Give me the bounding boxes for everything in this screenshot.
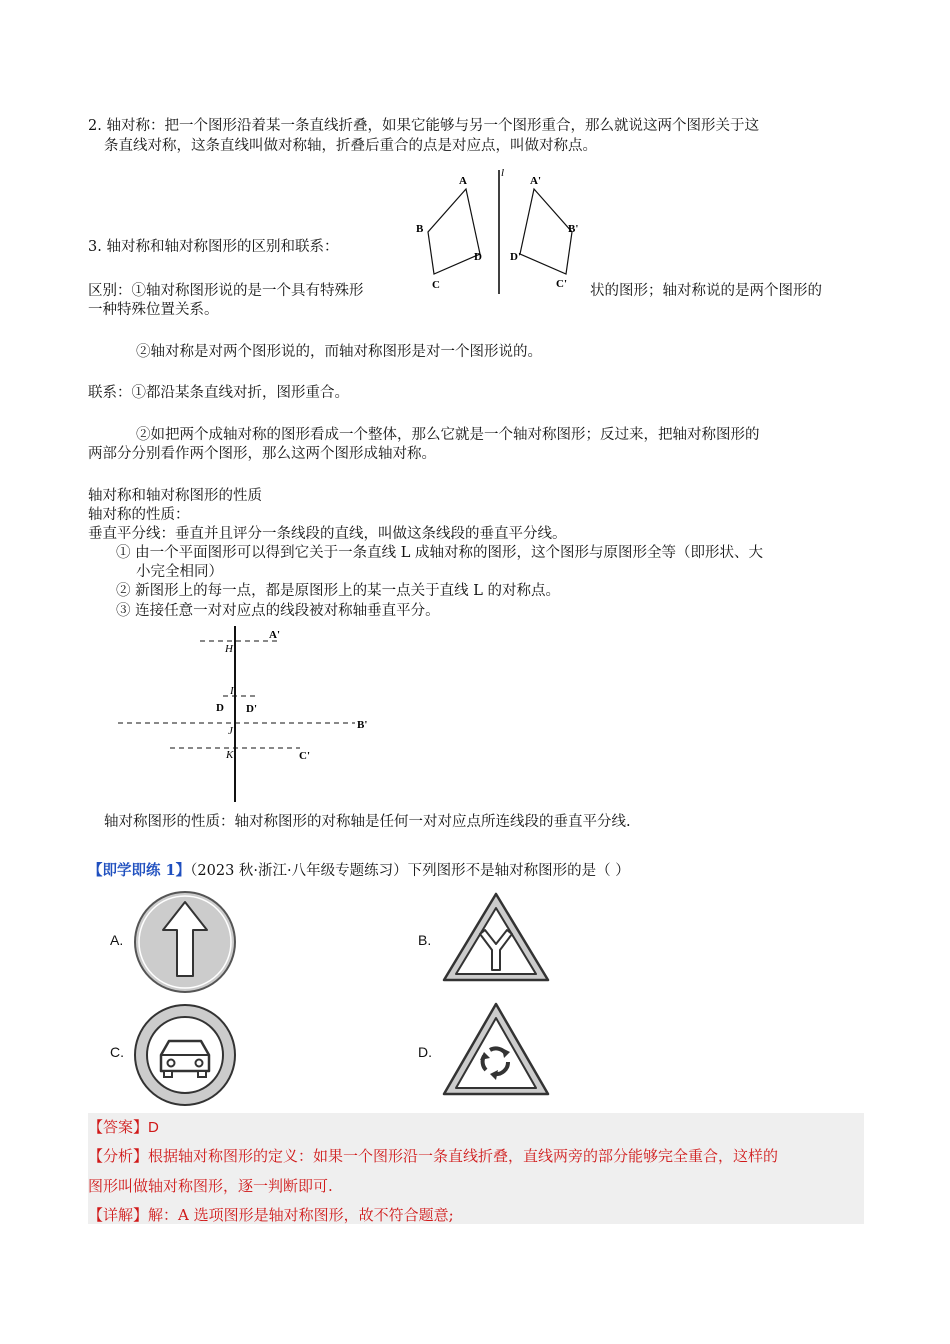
section2-line1: 2. 轴对称：把一个图形沿着某一条直线折叠，如果它能够与另一个图形重合，那么就说这两个图形关于这 — [88, 118, 759, 134]
point-a: A — [459, 175, 467, 187]
answer-line — [88, 1118, 159, 1137]
diff-2: ②轴对称是对两个图形说的，而轴对称图形是对一个图形说的。 — [136, 344, 542, 360]
point-c-prime: C' — [556, 278, 567, 290]
point-b-prime: B' — [568, 223, 579, 235]
property-item-3: ③ 连接任意一对对应点的线段被对称轴垂直平分。 — [116, 603, 440, 619]
label-a-prime: A' — [269, 629, 280, 641]
section2-line2: 条直线对称，这条直线叫做对称轴，折叠后重合的点是对应点，叫做对称点。 — [104, 138, 597, 154]
label-i: I — [230, 685, 234, 697]
answer-tag: 【答案】 — [88, 1118, 149, 1136]
option-a-letter: A. — [110, 932, 124, 948]
diff-line2: 一种特殊位置关系。 — [88, 302, 219, 318]
perpendicular-bisector-def: 垂直平分线：垂直并且评分一条线段的直线，叫做这条线段的垂直平分线。 — [88, 526, 567, 542]
option-b-letter: B. — [418, 932, 432, 948]
detail-line — [88, 1206, 454, 1225]
exercise-line — [88, 861, 630, 881]
point-a-prime: A' — [530, 175, 541, 187]
section3-title: 3. 轴对称和轴对称图形的区别和联系： — [88, 239, 339, 255]
property-item-1: ① 由一个平面图形可以得到它关于一条直线 L 成轴对称的图形，这个图形与原图形全等（即形状、大 — [116, 545, 763, 561]
exercise-source: （2023 秋·浙江·八年级专题练习）下列图形不是轴对称图形的是（ ） — [190, 863, 630, 879]
option-c-letter: C. — [110, 1044, 124, 1060]
analysis-tag: 【分析】 — [88, 1147, 149, 1165]
analysis-line2: 图形叫做轴对称图形，逐一判断即可. — [88, 1177, 333, 1195]
analysis-text1: 根据轴对称图形的定义：如果一个图形沿一条直线折叠，直线两旁的部分能够完全重合，这样的 — [148, 1147, 779, 1165]
arrow-up-sign-icon[interactable] — [133, 890, 237, 994]
diff-line1-b: 状的图形；轴对称说的是两个图形的 — [590, 283, 822, 299]
no-cars-sign-icon[interactable] — [133, 1003, 237, 1107]
property-item-2: ② 新图形上的每一点，都是原图形上的某一点关于直线 L 的对称点。 — [116, 583, 560, 599]
properties-heading: 轴对称和轴对称图形的性质 — [88, 488, 262, 504]
link-2-line2: 两部分分别看作两个图形，那么这两个图形成轴对称。 — [88, 446, 436, 462]
label-b-prime: B' — [357, 719, 368, 731]
axis-label: l — [501, 167, 505, 179]
exercise-tag: 【即学即练 1】 — [88, 862, 191, 879]
label-k: K — [226, 749, 234, 761]
label-d-prime: D' — [246, 703, 257, 715]
link-2-line1: ②如把两个成轴对称的图形看成一个整体，那么它就是一个轴对称图形；反过来，把轴对称图形的 — [136, 427, 760, 443]
perpendicular-bisector-figure — [110, 622, 390, 807]
point-d: D — [474, 251, 482, 263]
label-j: J — [228, 725, 233, 737]
detail-text: 解：A 选项图形是轴对称图形，故不符合题意; — [148, 1206, 454, 1224]
label-d: D — [216, 702, 224, 714]
label-c-prime: C' — [299, 750, 310, 762]
detail-tag: 【详解】 — [88, 1206, 149, 1224]
answer-value: D — [148, 1119, 159, 1136]
right-quadrilateral — [520, 189, 572, 274]
left-quadrilateral — [428, 189, 480, 274]
label-h: H — [225, 643, 233, 655]
diff-line1-a: 区别：①轴对称图形说的是一个具有特殊形 — [88, 283, 364, 299]
y-junction-warning-sign-icon[interactable] — [440, 890, 552, 986]
roundabout-warning-sign-icon[interactable] — [440, 1000, 552, 1100]
property-item-1-cont: 小完全相同） — [136, 564, 223, 580]
option-d-letter: D. — [418, 1044, 432, 1060]
point-b: B — [416, 223, 424, 235]
axis-symmetry-figure — [400, 162, 600, 297]
point-c: C — [432, 279, 440, 291]
point-d-prime: D' — [510, 251, 521, 263]
analysis-line1 — [88, 1147, 778, 1166]
figure-property-text: 轴对称图形的性质：轴对称图形的对称轴是任何一对对应点所连线段的垂直平分线. — [104, 814, 631, 830]
link-1: 联系：①都沿某条直线对折，图形重合。 — [88, 385, 349, 401]
properties-sub: 轴对称的性质： — [88, 507, 190, 523]
